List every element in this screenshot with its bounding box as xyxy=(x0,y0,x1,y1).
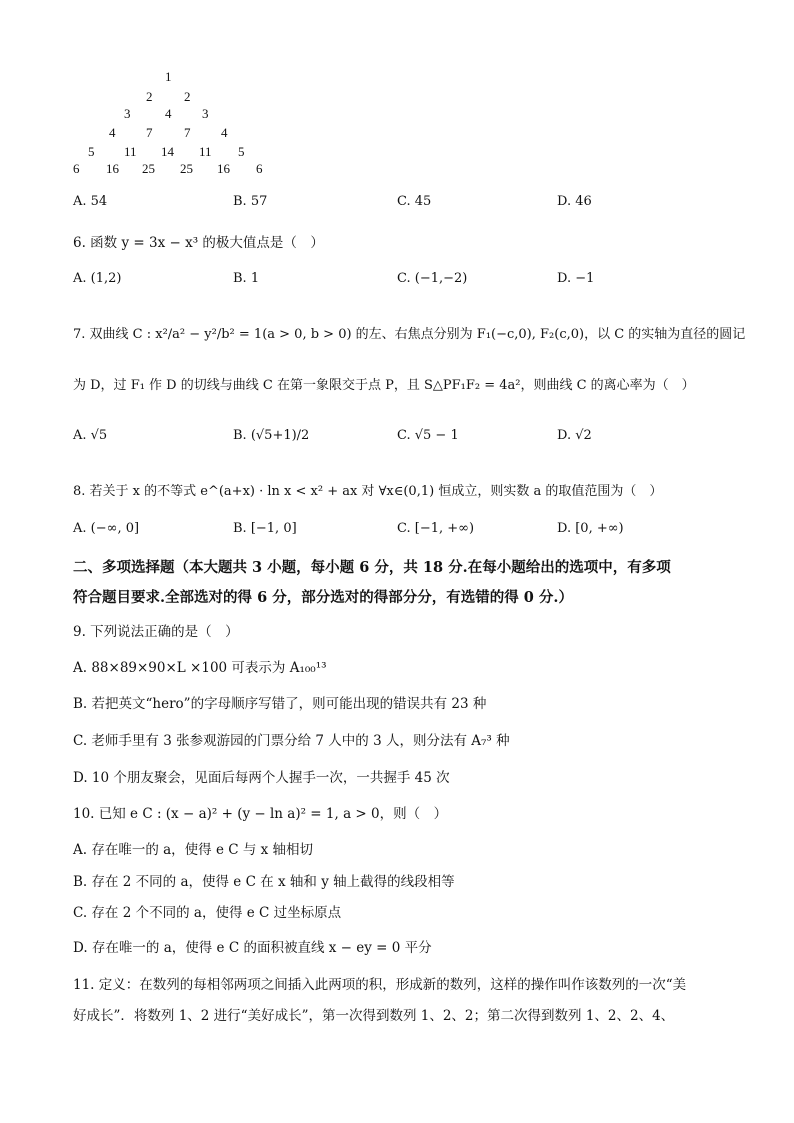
q7-option-c: C. √5 − 1 xyxy=(397,428,459,443)
triangle-cell: 25 xyxy=(142,161,155,176)
q5-option-d: D. 46 xyxy=(557,194,592,209)
triangle-cell: 1 xyxy=(165,69,172,84)
triangle-cell: 4 xyxy=(109,125,116,140)
q9-option-a: A. 88×89×90×L ×100 可表示为 A₁₀₀¹³ xyxy=(73,660,327,676)
q7-option-d: D. √2 xyxy=(557,428,592,443)
q7-line-2: 为 D，过 F₁ 作 D 的切线与曲线 C 在第一象限交于点 P，且 S△PF₁F₂ = 4a²，则曲线 C 的离心率为（ ） xyxy=(73,378,695,393)
triangle-cell: 2 xyxy=(184,89,191,104)
triangle-cell: 11 xyxy=(124,144,137,159)
triangle-cell: 4 xyxy=(221,125,228,140)
q8-option-a: A. (−∞, 0] xyxy=(73,521,140,536)
q9-option-c: C. 老师手里有 3 张参观游园的门票分给 7 人中的 3 人，则分法有 A₇³ 种 xyxy=(73,733,510,749)
triangle-cell: 3 xyxy=(124,106,131,121)
q6-option-a: A. (1,2) xyxy=(73,271,122,286)
q10-stem: 10. 已知 e C : (x − a)² + (y − ln a)² = 1, a > 0，则（ ） xyxy=(73,806,448,822)
triangle-cell: 16 xyxy=(106,161,119,176)
triangle-cell: 5 xyxy=(238,144,245,159)
q7-option-b: B. (√5+1)/2 xyxy=(233,428,310,443)
q9-stem: 9. 下列说法正确的是（ ） xyxy=(73,624,239,640)
q5-option-c: C. 45 xyxy=(397,194,432,209)
q8-stem: 8. 若关于 x 的不等式 e^(a+x) · ln x < x² + ax 对 ∀x∈(0,1) 恒成立，则实数 a 的取值范围为（ ） xyxy=(73,484,663,499)
triangle-cell: 14 xyxy=(161,144,174,159)
q6-option-c: C. (−1,−2) xyxy=(397,271,468,286)
q9-option-b: B. 若把英文“hero”的字母顺序写错了，则可能出现的错误共有 23 种 xyxy=(73,696,487,712)
q11-line-1: 11. 定义：在数列的每相邻两项之间插入此两项的积，形成新的数列，这样的操作叫作该数列的一次“美 xyxy=(73,977,687,993)
triangle-cell: 7 xyxy=(184,125,191,140)
triangle-cell: 6 xyxy=(73,161,80,176)
q9-option-d: D. 10 个朋友聚会，见面后每两个人握手一次，一共握手 45 次 xyxy=(73,770,450,786)
triangle-cell: 16 xyxy=(217,161,230,176)
q6-option-b: B. 1 xyxy=(233,271,260,286)
q10-option-a: A. 存在唯一的 a，使得 e C 与 x 轴相切 xyxy=(73,842,314,858)
section-2-heading-line-1: 二、多项选择题（本大题共 3 小题，每小题 6 分，共 18 分.在每小题给出的选项中，有多项 xyxy=(73,559,671,576)
q5-option-b: B. 57 xyxy=(233,194,268,209)
section-2-heading-line-2: 符合题目要求.全部选对的得 6 分，部分选对的得部分分，有选错的得 0 分.） xyxy=(73,589,573,606)
q10-option-c: C. 存在 2 个不同的 a，使得 e C 过坐标原点 xyxy=(73,905,342,921)
q10-option-d: D. 存在唯一的 a，使得 e C 的面积被直线 x − ey = 0 平分 xyxy=(73,940,432,956)
triangle-cell: 3 xyxy=(202,106,209,121)
q6-option-d: D. −1 xyxy=(557,271,595,286)
triangle-cell: 25 xyxy=(180,161,193,176)
q7-option-a: A. √5 xyxy=(73,428,108,443)
q10-option-b: B. 存在 2 不同的 a，使得 e C 在 x 轴和 y 轴上截得的线段相等 xyxy=(73,874,455,890)
q6-stem: 6. 函数 y = 3x − x³ 的极大值点是（ ） xyxy=(73,235,324,251)
q8-option-c: C. [−1, +∞) xyxy=(397,521,475,536)
q8-option-d: D. [0, +∞) xyxy=(557,521,624,536)
q7-line-1: 7. 双曲线 C : x²/a² − y²/b² = 1(a > 0, b > 0) 的左、右焦点分别为 F₁(−c,0), F₂(c,0)，以 C 的实轴为直径的圆记 xyxy=(73,327,746,342)
triangle-cell: 2 xyxy=(146,89,153,104)
triangle-cell: 7 xyxy=(146,125,153,140)
triangle-cell: 4 xyxy=(165,106,172,121)
triangle-cell: 11 xyxy=(199,144,212,159)
q8-option-b: B. [−1, 0] xyxy=(233,521,297,536)
triangle-cell: 6 xyxy=(256,161,263,176)
triangle-cell: 5 xyxy=(88,144,95,159)
q5-option-a: A. 54 xyxy=(73,194,108,209)
q11-line-2: 好成长”．将数列 1、2 进行“美好成长”，第一次得到数列 1、2、2；第二次得到数列 1、2、2、4、 xyxy=(73,1008,675,1024)
